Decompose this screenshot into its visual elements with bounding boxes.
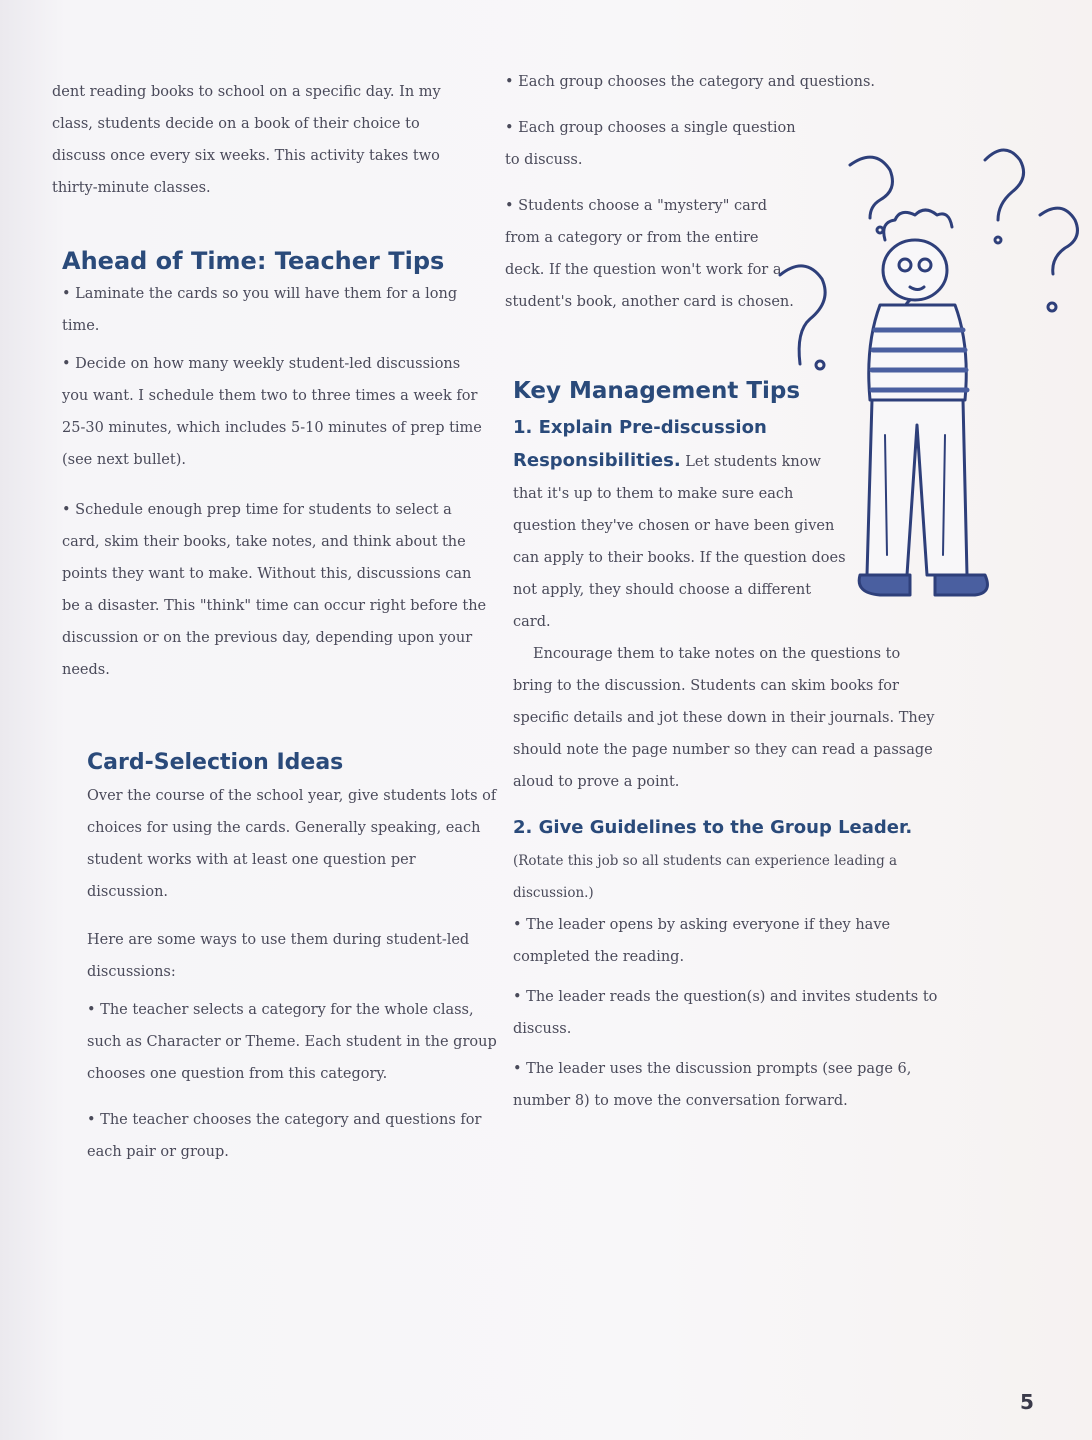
- question-mark-icon: [985, 150, 1024, 220]
- card-selection-item: • The teacher selects a category for the whole class, such as Character or Theme. Each student in the group chooses one question from this category.: [87, 994, 497, 1090]
- left-column: [52, 76, 497, 1168]
- card-selection-item: • Students choose a "mystery" card from a category or from the entire deck. If the question won't work for a student's book, another card is chosen.: [505, 190, 795, 318]
- question-mark-dot-icon: [816, 361, 824, 369]
- teacher-tips-heading: Ahead of Time: Teacher Tips: [62, 247, 445, 275]
- card-selection-heading: Card-Selection Ideas: [87, 750, 344, 775]
- tip1-paragraph-2: Encourage them to take notes on the questions to bring to the discussion. Students can skim books for specific details and jot these down in their journals. They should note the page number so they can read a passage aloud to prove a point.: [513, 646, 935, 790]
- card-selection-intro: Over the course of the school year, give students lots of choices for using the cards. Generally speaking, each student works with at least one question per discussion.: [87, 788, 497, 900]
- card-selection-lead: Here are some ways to use them during student-led discussions:: [87, 932, 470, 980]
- question-mark-dot-icon: [1048, 303, 1056, 311]
- teacher-tip-item: • Laminate the cards so you will have them for a long time.: [62, 278, 487, 342]
- tip2-paragraph: [513, 812, 943, 909]
- intro-paragraph: dent reading books to school on a specific day. In my class, students decide on a book of their choice to discuss once every six weeks. This activity takes two thirty-minute classes.: [52, 84, 441, 196]
- question-mark-dot-icon: [877, 227, 883, 233]
- question-mark-icon: [780, 266, 825, 364]
- tip2-item: • The leader reads the question(s) and invites students to discuss.: [513, 981, 943, 1045]
- teacher-tip-item: • Decide on how many weekly student-led discussions you want. I schedule them two to three times a week for 25-30 minutes, which includes 5-10 minutes of prep time (see next bullet).: [62, 348, 487, 476]
- question-mark-dot-icon: [995, 237, 1001, 243]
- teacher-tip-item: • Schedule enough prep time for students to select a card, skim their books, take notes, and think about the points they want to make. Without this, discussions can be a disaster. This "think" time can occur right before the discussion or on the previous day, depending upon your needs.: [62, 494, 487, 686]
- tip1-text: Let students know that it's up to them to make sure each question they've chosen or have been given can apply to their books. If the question does not apply, they should choose a different card.: [513, 454, 846, 630]
- page-number: 5: [1020, 1390, 1034, 1414]
- question-mark-icon: [1040, 208, 1077, 274]
- management-heading: Key Management Tips: [513, 378, 801, 404]
- thinking-child-illustration: [760, 135, 1090, 635]
- tip2-note: (Rotate this job so all students can experience leading a discussion.): [513, 853, 898, 901]
- card-selection-item: • Each group chooses a single question to discuss.: [505, 112, 805, 176]
- tip2-item: • The leader uses the discussion prompts (see page 6, number 8) to move the conversation forward.: [513, 1053, 943, 1117]
- tip2-item: • The leader opens by asking everyone if they have completed the reading.: [513, 909, 943, 973]
- question-mark-icon: [850, 157, 892, 218]
- card-selection-item: • The teacher chooses the category and questions for each pair or group.: [87, 1104, 497, 1168]
- tip1-title: 1. Explain Pre-discussion Responsibilities.: [513, 417, 767, 471]
- tip2-title: 2. Give Guidelines to the Group Leader.: [513, 817, 913, 838]
- card-selection-item: • Each group chooses the category and questions.: [505, 66, 885, 98]
